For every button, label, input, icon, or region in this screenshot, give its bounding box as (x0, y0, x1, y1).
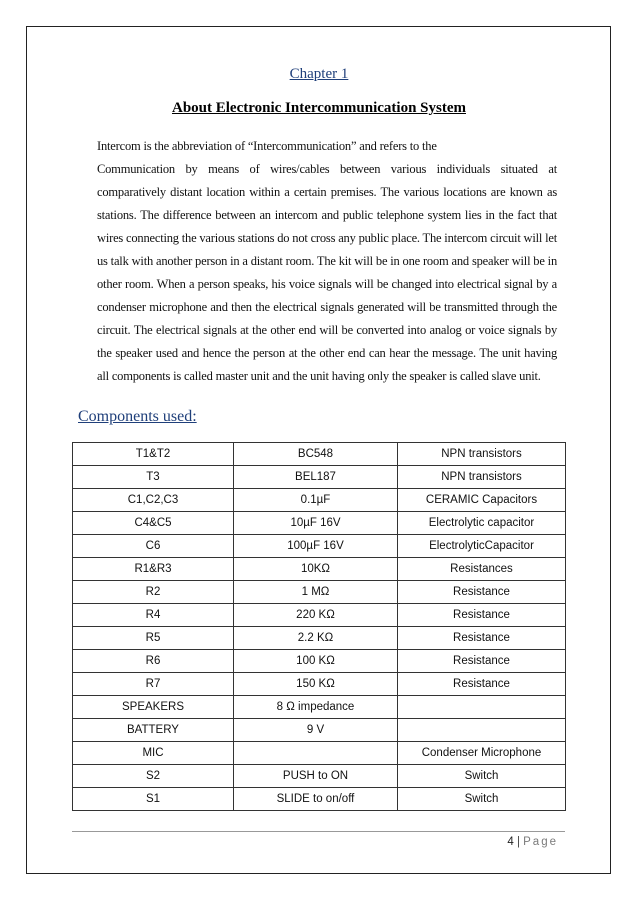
component-ref-cell: T3 (73, 466, 234, 489)
table-row (73, 650, 566, 673)
component-ref-cell: BATTERY (73, 719, 234, 742)
component-value-cell: SLIDE to on/off (234, 788, 398, 811)
component-value-cell: 8 Ω impedance (234, 696, 398, 719)
component-type-cell: NPN transistors (398, 443, 566, 466)
page-label: Page (523, 836, 558, 848)
component-ref-cell: C1,C2,C3 (73, 489, 234, 512)
component-ref-cell: R7 (73, 673, 234, 696)
table-row (73, 604, 566, 627)
component-ref-cell: R1&R3 (73, 558, 234, 581)
table-row (73, 719, 566, 742)
footer-rule (72, 831, 565, 832)
component-type-cell (398, 719, 566, 742)
table-row (73, 512, 566, 535)
component-type-cell: Resistance (398, 627, 566, 650)
chapter-heading: Chapter 1 (289, 66, 349, 82)
component-type-cell: Switch (398, 765, 566, 788)
component-value-cell: 0.1µF (234, 489, 398, 512)
component-ref-cell: C4&C5 (73, 512, 234, 535)
component-type-cell: CERAMIC Capacitors (398, 489, 566, 512)
component-type-cell: Resistance (398, 650, 566, 673)
component-ref-cell: R4 (73, 604, 234, 627)
component-ref-cell: R6 (73, 650, 234, 673)
component-ref-cell: T1&T2 (73, 443, 234, 466)
component-type-cell: Resistance (398, 581, 566, 604)
page-number: 4 (507, 836, 514, 848)
component-value-cell: 220 KΩ (234, 604, 398, 627)
component-value-cell: 1 MΩ (234, 581, 398, 604)
table-row (73, 673, 566, 696)
component-value-cell: 100µF 16V (234, 535, 398, 558)
component-value-cell: BC548 (234, 443, 398, 466)
table-row (73, 558, 566, 581)
component-ref-cell: S1 (73, 788, 234, 811)
table-row (73, 696, 566, 719)
component-value-cell: 10µF 16V (234, 512, 398, 535)
footer-separator: | (516, 836, 520, 848)
table-row (73, 788, 566, 811)
component-ref-cell: MIC (73, 742, 234, 765)
table-row (73, 627, 566, 650)
component-value-cell (234, 742, 398, 765)
component-value-cell: 9 V (234, 719, 398, 742)
components-table (72, 442, 566, 811)
intro-paragraph (97, 135, 557, 388)
component-type-cell: Electrolytic capacitor (398, 512, 566, 535)
components-heading: Components used: (78, 408, 197, 425)
component-type-cell: ElectrolyticCapacitor (398, 535, 566, 558)
component-type-cell: Resistances (398, 558, 566, 581)
component-type-cell: Switch (398, 788, 566, 811)
component-ref-cell: S2 (73, 765, 234, 788)
component-type-cell (398, 696, 566, 719)
component-type-cell: Condenser Microphone (398, 742, 566, 765)
component-ref-cell: R5 (73, 627, 234, 650)
table-row (73, 765, 566, 788)
component-value-cell: 2.2 KΩ (234, 627, 398, 650)
page-footer (507, 836, 558, 848)
table-row (73, 489, 566, 512)
component-value-cell: 150 KΩ (234, 673, 398, 696)
components-table-body (73, 443, 566, 811)
table-row (73, 581, 566, 604)
component-type-cell: Resistance (398, 673, 566, 696)
table-row (73, 443, 566, 466)
component-value-cell: BEL187 (234, 466, 398, 489)
component-ref-cell: SPEAKERS (73, 696, 234, 719)
component-ref-cell: C6 (73, 535, 234, 558)
component-value-cell: PUSH to ON (234, 765, 398, 788)
component-type-cell: NPN transistors (398, 466, 566, 489)
intro-lead-line: Intercom is the abbreviation of “Intercommunication” and refers to the (97, 139, 437, 153)
component-ref-cell: R2 (73, 581, 234, 604)
component-type-cell: Resistance (398, 604, 566, 627)
intro-body-text: Communication by means of wires/cables between various individuals situated at comparatively distant location within a certain premises. The various locations are known as stations. The difference between an intercom and public telephone system lies in the fact that wires connecting the various stations do not cross any public place. The intercom circuit will let us talk with another person in a distant room. The kit will be in one room and speaker will be in other room. When a person speaks, his voice signals will be changed into electrical signal by a condenser microphone and then the electrical signals generated will be transmitted through the circuit. The electrical signals at the other end will be converted into analog or voice signals by the speaker used and hence the person at the other end can hear the message. The unit having all components is called master unit and the unit having only the speaker is called slave unit. (97, 162, 557, 383)
page-title: About Electronic Intercommunication System (171, 100, 466, 116)
table-row (73, 742, 566, 765)
table-row (73, 466, 566, 489)
component-value-cell: 10KΩ (234, 558, 398, 581)
component-value-cell: 100 KΩ (234, 650, 398, 673)
table-row (73, 535, 566, 558)
